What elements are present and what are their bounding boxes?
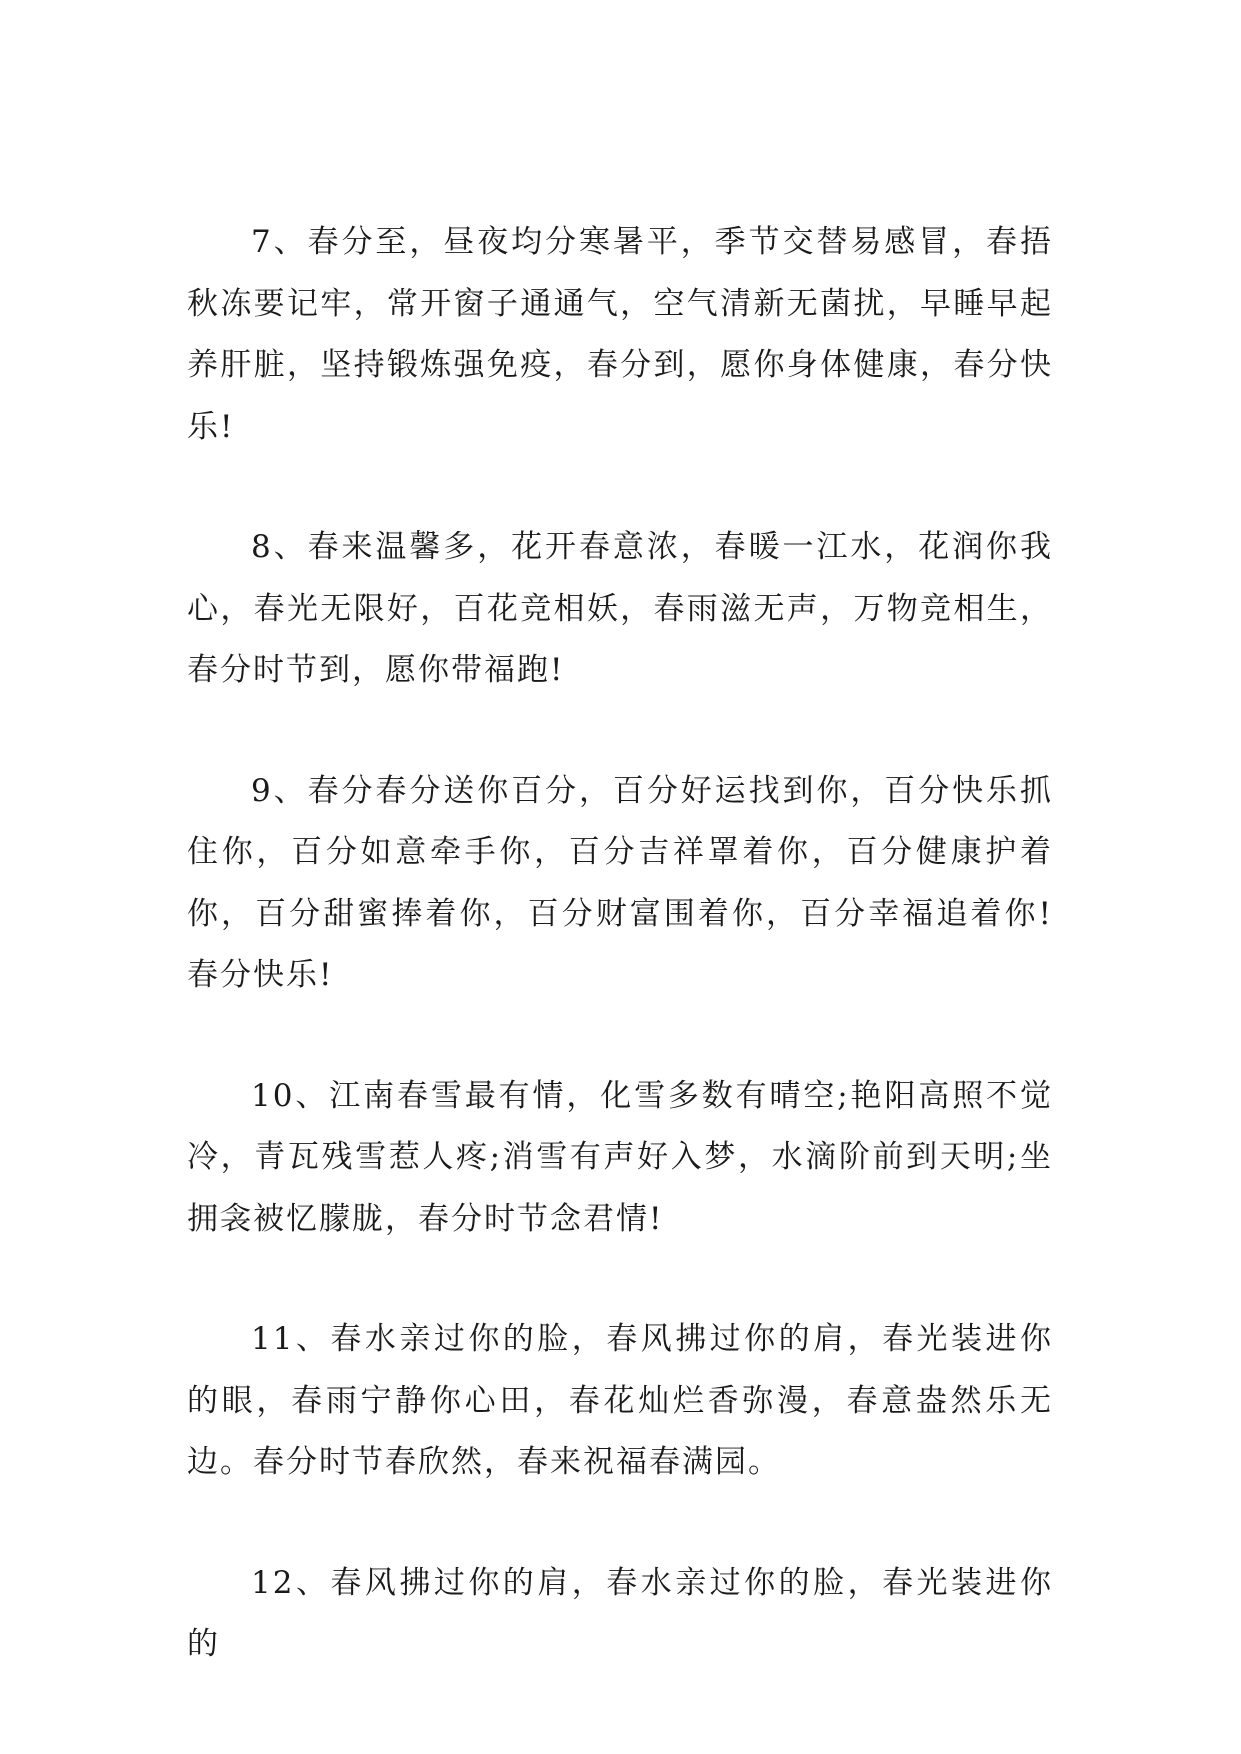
paragraph-8: 8、春来温馨多，花开春意浓，春暖一江水，花润你我心，春光无限好，百花竞相妖，春雨滋无声，万物竞相生，春分时节到，愿你带福跑!	[187, 529, 1053, 688]
paragraph-7: 7、春分至，昼夜均分寒暑平，季节交替易感冒，春捂秋冻要记牢，常开窗子通通气，空气清新无菌扰，早睡早起养肝脏，坚持锻炼强免疫，春分到，愿你身体健康，春分快乐!	[187, 224, 1053, 445]
paragraph-10: 10、江南春雪最有情，化雪多数有晴空;艳阳高照不觉冷，青瓦残雪惹人疼;消雪有声好入梦，水滴阶前到天明;坐拥衾被忆朦胧，春分时节念君情!	[187, 1077, 1053, 1237]
paragraph-9: 9、春分春分送你百分，百分好运找到你，百分快乐抓住你，百分如意牵手你，百分吉祥罩着你，百分健康护着你，百分甜蜜捧着你，百分财富围着你，百分幸福追着你!春分快乐!	[187, 772, 1053, 993]
paragraph-12: 12、春风拂过你的肩，春水亲过你的脸，春光装进你的	[187, 1564, 1053, 1662]
paragraph-11: 11、春水亲过你的脸，春风拂过你的肩，春光装进你的眼，春雨宁静你心田，春花灿烂香弥漫，春意盎然乐无边。春分时节春欣然，春来祝福春满园。	[187, 1321, 1053, 1480]
document-body	[187, 212, 1053, 1676]
